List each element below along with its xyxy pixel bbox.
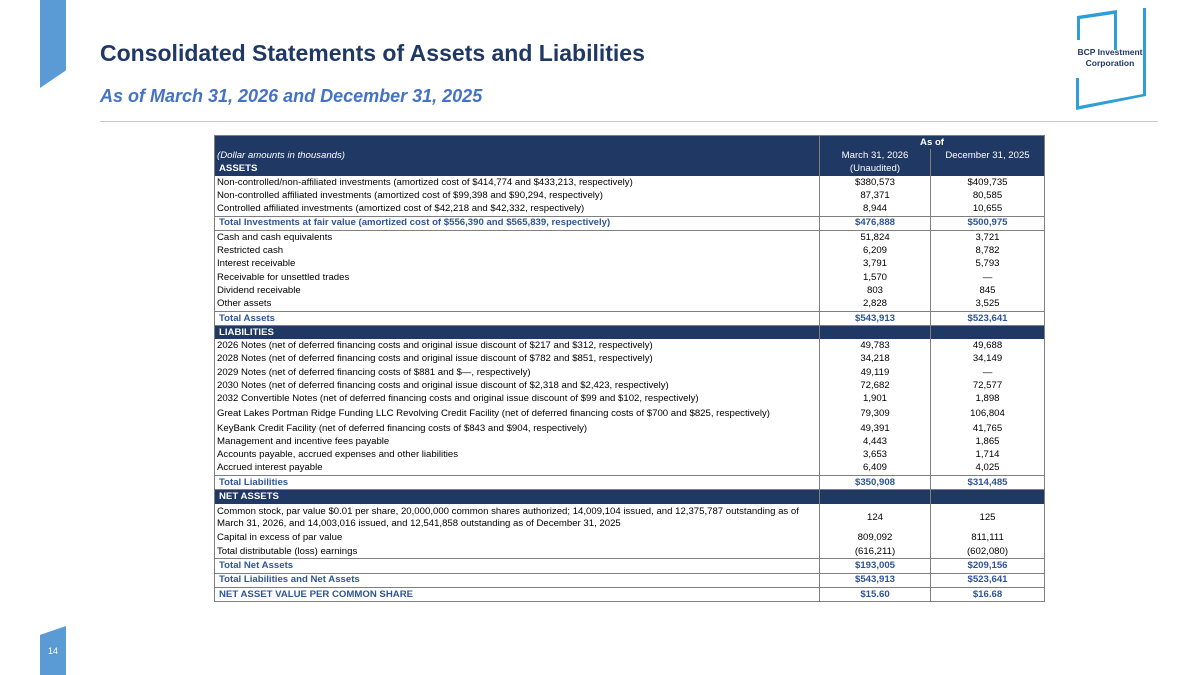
row-label: Interest receivable (215, 258, 820, 271)
header-row-dates (215, 149, 1045, 162)
value-december-2025: 5,793 (931, 258, 1045, 271)
units-note: (Dollar amounts in thousands) (215, 149, 820, 162)
value-march-2026: 6,409 (820, 462, 931, 476)
row-label: Controlled affiliated investments (amortized cost of $42,218 and $42,332, respectively) (215, 202, 820, 216)
row-label: NET ASSET VALUE PER COMMON SHARE (215, 587, 820, 601)
value-march-2026: $15.60 (820, 587, 931, 601)
total-row-liabilities (215, 476, 1045, 490)
value-march-2026: $350,908 (820, 476, 931, 490)
value-march-2026: $476,888 (820, 216, 931, 230)
value-december-2025: $209,156 (931, 559, 1045, 573)
table-row (215, 393, 1045, 406)
value-december-2025: $314,485 (931, 476, 1045, 490)
table-row (215, 435, 1045, 448)
section-label-assets: ASSETS (215, 163, 820, 176)
value-march-2026: 49,119 (820, 366, 931, 379)
value-march-2026: $543,913 (820, 311, 931, 325)
value-december-2025: (602,080) (931, 545, 1045, 559)
total-row-assets (215, 311, 1045, 325)
table-row (215, 406, 1045, 422)
total-row-investments (215, 216, 1045, 230)
table-row (215, 545, 1045, 559)
value-december-2025: 125 (931, 504, 1045, 532)
row-label: Restricted cash (215, 244, 820, 257)
value-march-2026: (616,211) (820, 545, 931, 559)
value-march-2026: 2,828 (820, 298, 931, 312)
section-row-assets (215, 163, 1045, 176)
value-december-2025: 34,149 (931, 353, 1045, 366)
unaudited-label: (Unaudited) (820, 163, 931, 176)
value-december-2025: 106,804 (931, 406, 1045, 422)
page-number: 14 (47, 646, 58, 656)
row-label: Total Net Assets (215, 559, 820, 573)
logo-text (1060, 47, 1160, 69)
value-march-2026: 1,901 (820, 393, 931, 406)
table-row (215, 353, 1045, 366)
value-december-2025: — (931, 366, 1045, 379)
value-december-2025: 10,655 (931, 202, 1045, 216)
value-march-2026: 124 (820, 504, 931, 532)
table-row (215, 504, 1045, 532)
row-label: Total Liabilities (215, 476, 820, 490)
row-label: 2030 Notes (net of deferred financing costs and original issue discount of $2,318 and $2,423, respectively) (215, 379, 820, 392)
logo-line-2: Corporation (1085, 58, 1135, 68)
value-december-2025: 1,714 (931, 449, 1045, 462)
total-row-liabilities-and-net-assets (215, 573, 1045, 587)
section-row-liabilities (215, 326, 1045, 340)
value-december-2025: 72,577 (931, 379, 1045, 392)
value-march-2026: 3,653 (820, 449, 931, 462)
total-row-nav-per-share (215, 587, 1045, 601)
value-march-2026: 72,682 (820, 379, 931, 392)
value-december-2025: $523,641 (931, 311, 1045, 325)
table-row (215, 532, 1045, 545)
value-december-2025: $523,641 (931, 573, 1045, 587)
blank-cell (931, 326, 1045, 340)
table-row (215, 176, 1045, 189)
value-december-2025: $500,975 (931, 216, 1045, 230)
row-label: 2029 Notes (net of deferred financing costs of $881 and $—, respectively) (215, 366, 820, 379)
value-december-2025: — (931, 271, 1045, 284)
financial-statement-table (214, 135, 1045, 602)
value-december-2025: 3,721 (931, 231, 1045, 245)
value-december-2025: 4,025 (931, 462, 1045, 476)
value-march-2026: 87,371 (820, 189, 931, 202)
header-blank-cell (215, 136, 820, 150)
table-row (215, 244, 1045, 257)
value-march-2026: 1,570 (820, 271, 931, 284)
table-body (215, 136, 1045, 602)
value-march-2026: 6,209 (820, 244, 931, 257)
title-divider (100, 121, 1158, 122)
value-march-2026: 803 (820, 284, 931, 297)
column-header-december-2025: December 31, 2025 (931, 149, 1045, 162)
row-label: KeyBank Credit Facility (net of deferred financing costs of $843 and $904, respectively) (215, 422, 820, 435)
value-march-2026: 34,218 (820, 353, 931, 366)
section-row-net-assets (215, 490, 1045, 504)
value-december-2025: $16.68 (931, 587, 1045, 601)
value-december-2025: 845 (931, 284, 1045, 297)
page-title: Consolidated Statements of Assets and Liabilities (100, 40, 645, 66)
row-label: Total Investments at fair value (amortized cost of $556,390 and $565,839, respectively) (215, 216, 820, 230)
value-march-2026: 8,944 (820, 202, 931, 216)
value-march-2026: 49,391 (820, 422, 931, 435)
row-label: Accounts payable, accrued expenses and other liabilities (215, 449, 820, 462)
row-label: 2026 Notes (net of deferred financing costs and original issue discount of $217 and $312, respectively) (215, 339, 820, 352)
table-row (215, 422, 1045, 435)
table-row (215, 202, 1045, 216)
blank-cell (820, 490, 931, 504)
value-december-2025: 1,865 (931, 435, 1045, 448)
logo-line-1: BCP Investment (1077, 47, 1143, 57)
value-december-2025: 49,688 (931, 339, 1045, 352)
row-label: Dividend receivable (215, 284, 820, 297)
column-header-march-2026: March 31, 2026 (820, 149, 931, 162)
table-row (215, 379, 1045, 392)
table-row (215, 284, 1045, 297)
value-march-2026: 809,092 (820, 532, 931, 545)
value-december-2025: 811,111 (931, 532, 1045, 545)
table-row (215, 366, 1045, 379)
table-row (215, 189, 1045, 202)
row-label: Total Assets (215, 311, 820, 325)
company-logo (1060, 8, 1160, 113)
row-label: Total distributable (loss) earnings (215, 545, 820, 559)
value-december-2025: 41,765 (931, 422, 1045, 435)
value-december-2025: 80,585 (931, 189, 1045, 202)
value-march-2026: $380,573 (820, 176, 931, 189)
value-march-2026: 3,791 (820, 258, 931, 271)
table-row (215, 231, 1045, 245)
blank-cell (931, 163, 1045, 176)
decorative-accent-bar-top (40, 0, 66, 88)
table-row (215, 339, 1045, 352)
value-december-2025: 3,525 (931, 298, 1045, 312)
row-label: Receivable for unsettled trades (215, 271, 820, 284)
value-march-2026: 49,783 (820, 339, 931, 352)
table-row (215, 271, 1045, 284)
value-december-2025: $409,735 (931, 176, 1045, 189)
row-label: Great Lakes Portman Ridge Funding LLC Revolving Credit Facility (net of deferred financing costs of $700 and $825, respectively) (215, 406, 820, 422)
row-label: Total Liabilities and Net Assets (215, 573, 820, 587)
table-row (215, 298, 1045, 312)
row-label: 2032 Convertible Notes (net of deferred financing costs and original issue discount of $99 and $102, respectively) (215, 393, 820, 406)
table-row (215, 258, 1045, 271)
table-row (215, 449, 1045, 462)
row-label: Non-controlled affiliated investments (amortized cost of $99,398 and $90,294, respectively) (215, 189, 820, 202)
row-label: Accrued interest payable (215, 462, 820, 476)
header-as-of: As of (820, 136, 1045, 150)
value-march-2026: $193,005 (820, 559, 931, 573)
blank-cell (931, 490, 1045, 504)
row-label: Capital in excess of par value (215, 532, 820, 545)
value-march-2026: 4,443 (820, 435, 931, 448)
section-label: NET ASSETS (215, 490, 820, 504)
total-row-net-assets (215, 559, 1045, 573)
row-label: Cash and cash equivalents (215, 231, 820, 245)
row-label: Common stock, par value $0.01 per share, 20,000,000 common shares authorized; 14,009,104 issued, and 12,375,787 outstanding as of March 31, 2026, and 14,003,016 issued, and 12,541,858 outstanding as of December 31, 2025 (215, 504, 820, 532)
page-subtitle: As of March 31, 2026 and December 31, 2025 (100, 86, 483, 106)
blank-cell (820, 326, 931, 340)
section-label: LIABILITIES (215, 326, 820, 340)
row-label: 2028 Notes (net of deferred financing costs and original issue discount of $782 and $851, respectively) (215, 353, 820, 366)
row-label: Non-controlled/non-affiliated investments (amortized cost of $414,774 and $433,213, respectively) (215, 176, 820, 189)
value-march-2026: $543,913 (820, 573, 931, 587)
value-december-2025: 8,782 (931, 244, 1045, 257)
row-label: Other assets (215, 298, 820, 312)
value-march-2026: 79,309 (820, 406, 931, 422)
row-label: Management and incentive fees payable (215, 435, 820, 448)
value-march-2026: 51,824 (820, 231, 931, 245)
table-row (215, 462, 1045, 476)
header-row-as-of (215, 136, 1045, 150)
value-december-2025: 1,898 (931, 393, 1045, 406)
